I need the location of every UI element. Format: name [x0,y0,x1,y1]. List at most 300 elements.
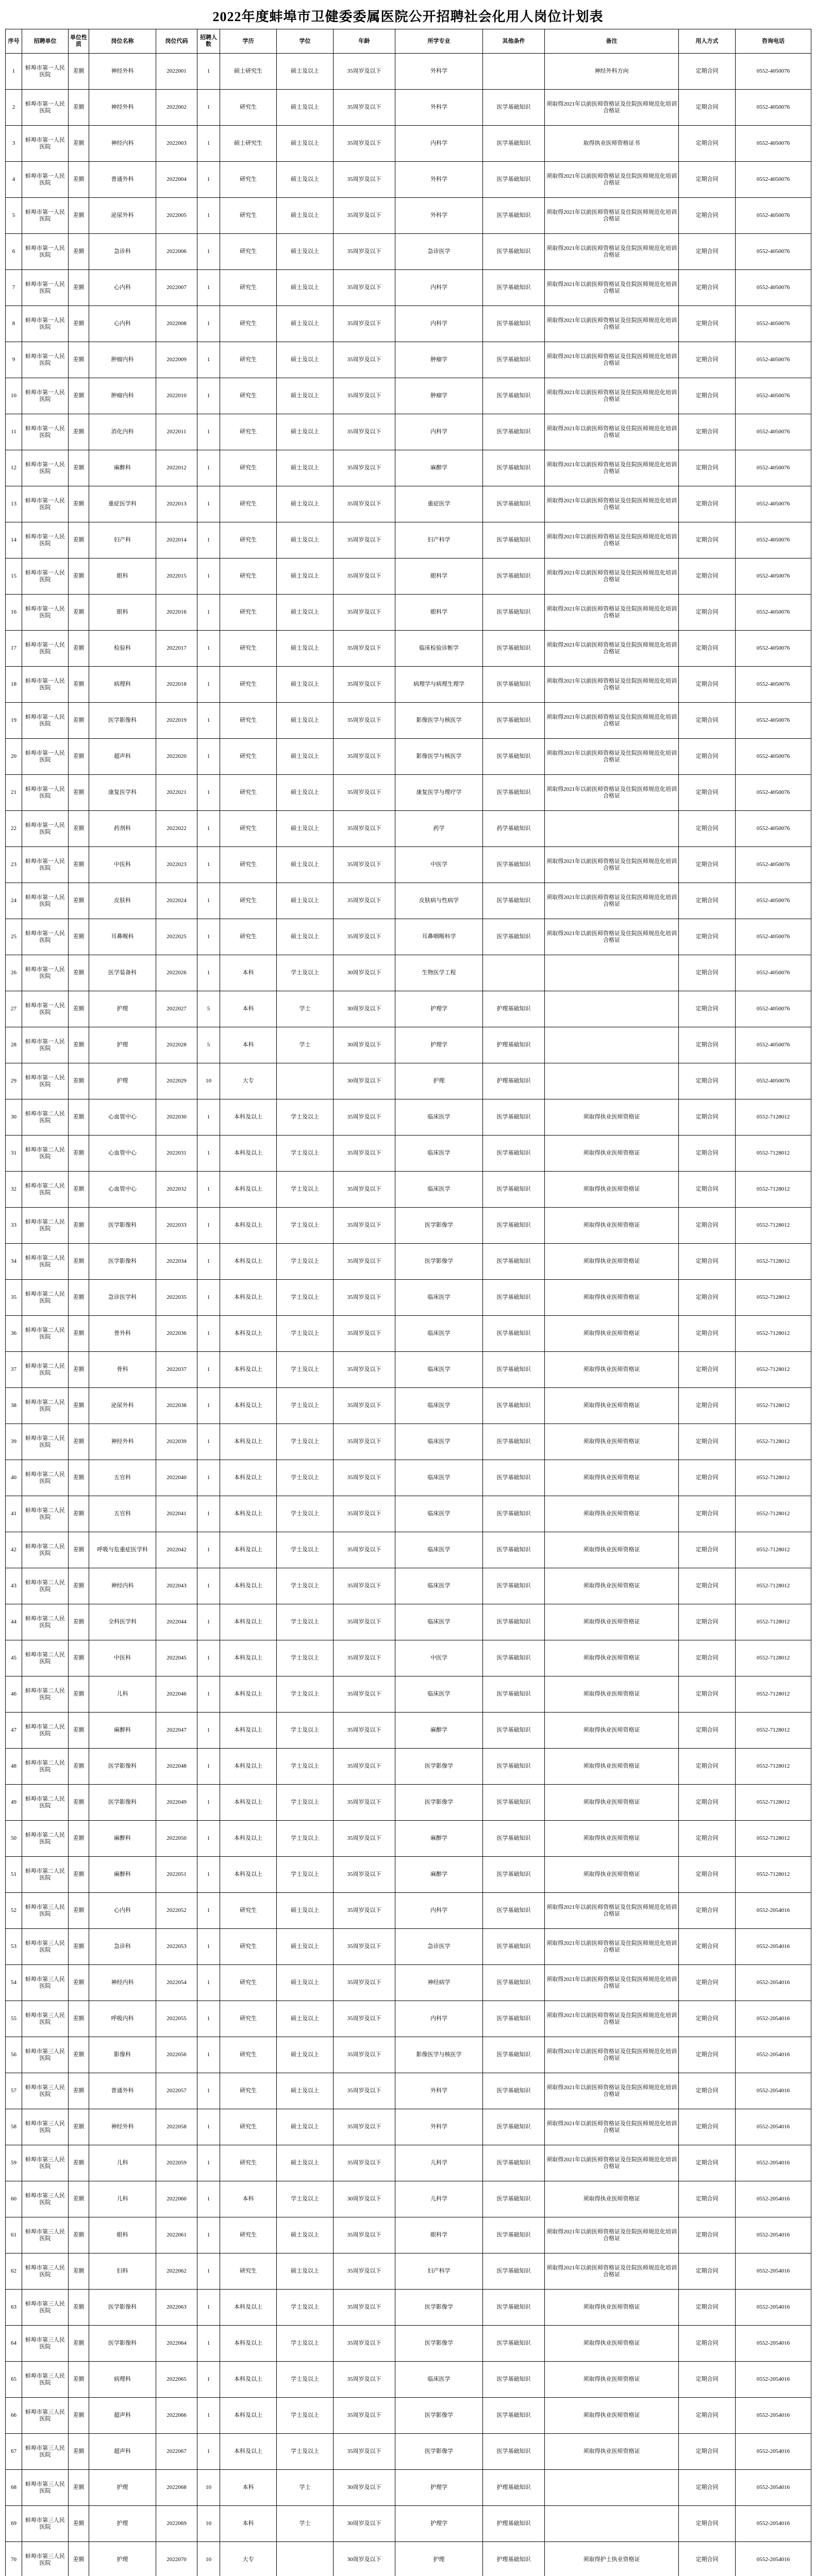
cell-employer: 蚌埠市第三人民医院 [22,2037,69,2073]
cell-unit-type: 差额 [69,2037,89,2073]
cell-employer: 蚌埠市第三人民医院 [22,2181,69,2217]
cell-employer: 蚌埠市第二人民医院 [22,1640,69,1676]
cell-note: 须取得2021年以前医师资格证及住院医师规范化培训合格证 [545,2253,679,2290]
cell-index: 30 [6,1099,22,1136]
cell-major: 急诊医学 [395,234,483,270]
cell-note: 须取得2021年以前医师资格证及住院医师规范化培训合格证 [545,595,679,631]
cell-age: 35周岁及以下 [334,90,395,126]
cell-phone: 0552-2054016 [736,2290,811,2326]
cell-degree: 硕士及以上 [277,1893,334,1929]
cell-age: 35周岁及以下 [334,2290,395,2326]
cell-unit-type: 差额 [69,2109,89,2145]
cell-degree: 学士及以上 [277,1172,334,1208]
cell-major: 麻醉学 [395,1821,483,1857]
cell-position-code: 2022037 [156,1352,197,1388]
cell-position-code: 2022026 [156,955,197,991]
cell-index: 56 [6,2037,22,2073]
cell-position-code: 2022028 [156,1027,197,1063]
cell-employment: 定期合同 [679,919,736,955]
cell-exam: 医学基础知识 [483,1280,545,1316]
cell-exam: 医学基础知识 [483,1316,545,1352]
cell-index: 19 [6,703,22,739]
cell-employer: 蚌埠市第三人民医院 [22,2253,69,2290]
cell-position: 护理 [89,2506,156,2542]
cell-position: 心内科 [89,270,156,306]
cell-age: 35周岁及以下 [334,1316,395,1352]
cell-age: 35周岁及以下 [334,1172,395,1208]
cell-position: 神经外科 [89,1424,156,1460]
cell-note: 须取得执业医师资格证 [545,1857,679,1893]
cell-education: 本科及以上 [220,1604,277,1640]
cell-education: 本科及以上 [220,1857,277,1893]
cell-unit-type: 差额 [69,1532,89,1568]
cell-exam: 医学基础知识 [483,486,545,522]
col-header: 序号 [6,29,22,54]
cell-employer: 蚌埠市第一人民医院 [22,558,69,595]
cell-employment: 定期合同 [679,1676,736,1713]
cell-employer: 蚌埠市第一人民医院 [22,126,69,162]
cell-phone: 0552-2054016 [736,2398,811,2434]
cell-major: 临床医学 [395,1568,483,1604]
cell-employment: 定期合同 [679,558,736,595]
cell-employment: 定期合同 [679,234,736,270]
cell-position: 麻醉科 [89,1821,156,1857]
cell-major: 临床医学 [395,1172,483,1208]
cell-exam: 医学基础知识 [483,1172,545,1208]
cell-unit-type: 差额 [69,1460,89,1496]
cell-phone: 0552-4050076 [736,198,811,234]
cell-exam: 医学基础知识 [483,1244,545,1280]
cell-unit-type: 差额 [69,1424,89,1460]
cell-position: 全科医学科 [89,1604,156,1640]
cell-age: 35周岁及以下 [334,2001,395,2037]
cell-unit-type: 差额 [69,919,89,955]
cell-employer: 蚌埠市第二人民医院 [22,1713,69,1749]
table-row [6,2001,811,2037]
table-body [6,54,811,2576]
cell-degree: 硕士及以上 [277,2073,334,2109]
cell-position-code: 2022020 [156,739,197,775]
cell-major: 神经病学 [395,1965,483,2001]
cell-position-code: 2022061 [156,2217,197,2253]
cell-age: 35周岁及以下 [334,450,395,486]
cell-age: 35周岁及以下 [334,2398,395,2434]
cell-unit-type: 差额 [69,1929,89,1965]
cell-major: 护理学 [395,2470,483,2506]
cell-phone: 0552-4050076 [736,414,811,450]
col-header: 学位 [277,29,334,54]
cell-education: 研究生 [220,595,277,631]
cell-employer: 蚌埠市第二人民医院 [22,1496,69,1532]
cell-position: 护理 [89,2542,156,2576]
cell-major: 临床医学 [395,1316,483,1352]
cell-unit-type: 差额 [69,342,89,378]
cell-position-code: 2022050 [156,1821,197,1857]
cell-exam: 护理基础知识 [483,991,545,1027]
table-row [6,1929,811,1965]
cell-age: 35周岁及以下 [334,631,395,667]
cell-education: 本科及以上 [220,1640,277,1676]
cell-position-code: 2022040 [156,1460,197,1496]
cell-education: 大专 [220,2542,277,2576]
cell-age: 35周岁及以下 [334,198,395,234]
cell-degree: 硕士及以上 [277,270,334,306]
cell-employment: 定期合同 [679,90,736,126]
cell-index: 49 [6,1785,22,1821]
cell-education: 本科及以上 [220,1821,277,1857]
table-row [6,991,811,1027]
cell-position: 检验科 [89,631,156,667]
cell-employer: 蚌埠市第二人民医院 [22,1857,69,1893]
cell-phone: 0552-7128012 [736,1821,811,1857]
cell-position-code: 2022043 [156,1568,197,1604]
cell-position: 心内科 [89,306,156,342]
cell-employment: 定期合同 [679,378,736,414]
cell-major: 临床医学 [395,1604,483,1640]
cell-phone: 0552-4050076 [736,955,811,991]
cell-position: 中医科 [89,847,156,883]
cell-position: 影像科 [89,2037,156,2073]
cell-phone: 0552-4050076 [736,667,811,703]
cell-degree: 硕士及以上 [277,1929,334,1965]
cell-unit-type: 差额 [69,703,89,739]
cell-unit-type: 差额 [69,234,89,270]
cell-degree: 硕士及以上 [277,306,334,342]
cell-headcount: 1 [197,1352,220,1388]
cell-headcount: 1 [197,1172,220,1208]
cell-exam: 医学基础知识 [483,2109,545,2145]
cell-employer: 蚌埠市第三人民医院 [22,2326,69,2362]
cell-note: 须取得2021年以前医师资格证及住院医师规范化培训合格证 [545,847,679,883]
cell-unit-type: 差额 [69,1172,89,1208]
cell-major: 外科学 [395,2073,483,2109]
cell-exam: 医学基础知识 [483,198,545,234]
cell-unit-type: 差额 [69,667,89,703]
cell-age: 35周岁及以下 [334,1749,395,1785]
cell-headcount: 1 [197,2217,220,2253]
cell-note: 须取得2021年以前医师资格证及住院医师规范化培训合格证 [545,558,679,595]
cell-employment: 定期合同 [679,1713,736,1749]
cell-major: 耳鼻咽喉科学 [395,919,483,955]
cell-index: 14 [6,522,22,558]
cell-position-code: 2022070 [156,2542,197,2576]
cell-employer: 蚌埠市第一人民医院 [22,1027,69,1063]
cell-position: 医学影像科 [89,1785,156,1821]
cell-position: 神经内科 [89,1568,156,1604]
cell-index: 60 [6,2181,22,2217]
cell-education: 研究生 [220,631,277,667]
cell-note [545,2506,679,2542]
cell-headcount: 1 [197,378,220,414]
table-row [6,1063,811,1099]
table-row [6,1496,811,1532]
cell-education: 本科及以上 [220,1316,277,1352]
cell-position: 耳鼻喉科 [89,919,156,955]
cell-education: 研究生 [220,486,277,522]
cell-employer: 蚌埠市第三人民医院 [22,2542,69,2576]
cell-phone: 0552-2054016 [736,2073,811,2109]
cell-note: 须取得2021年以前医师资格证及住院医师规范化培训合格证 [545,2001,679,2037]
cell-headcount: 1 [197,162,220,198]
cell-exam: 医学基础知识 [483,2181,545,2217]
cell-note: 须取得2021年以前医师资格证及住院医师规范化培训合格证 [545,2109,679,2145]
cell-phone: 0552-4050076 [736,162,811,198]
cell-index: 26 [6,955,22,991]
table-row [6,1352,811,1388]
cell-phone: 0552-7128012 [736,1208,811,1244]
cell-phone: 0552-7128012 [736,1388,811,1424]
cell-degree: 学士及以上 [277,1713,334,1749]
cell-headcount: 1 [197,1532,220,1568]
cell-employment: 定期合同 [679,1785,736,1821]
cell-major: 内科学 [395,270,483,306]
cell-age: 35周岁及以下 [334,847,395,883]
cell-major: 临床医学 [395,1280,483,1316]
cell-index: 40 [6,1460,22,1496]
cell-exam: 医学基础知识 [483,2253,545,2290]
table-row [6,378,811,414]
cell-unit-type: 差额 [69,1640,89,1676]
cell-phone: 0552-4050076 [736,234,811,270]
cell-index: 5 [6,198,22,234]
cell-education: 本科及以上 [220,1676,277,1713]
cell-employer: 蚌埠市第三人民医院 [22,1893,69,1929]
cell-index: 16 [6,595,22,631]
cell-position: 心血管中心 [89,1099,156,1136]
cell-education: 研究生 [220,883,277,919]
cell-unit-type: 差额 [69,54,89,90]
col-header: 岗位代码 [156,29,197,54]
table-row [6,1676,811,1713]
cell-education: 研究生 [220,739,277,775]
cell-index: 54 [6,1965,22,2001]
cell-degree: 硕士及以上 [277,2217,334,2253]
cell-employment: 定期合同 [679,54,736,90]
cell-degree: 硕士及以上 [277,703,334,739]
cell-position-code: 2022023 [156,847,197,883]
cell-employer: 蚌埠市第一人民医院 [22,919,69,955]
cell-exam: 医学基础知识 [483,1965,545,2001]
cell-position-code: 2022017 [156,631,197,667]
cell-note: 须取得护士执业资格证 [545,2542,679,2576]
cell-age: 35周岁及以下 [334,1857,395,1893]
cell-degree: 硕士及以上 [277,775,334,811]
cell-age: 35周岁及以下 [334,1496,395,1532]
cell-index: 57 [6,2073,22,2109]
cell-note: 须取得2021年以前医师资格证及住院医师规范化培训合格证 [545,378,679,414]
cell-education: 本科 [220,991,277,1027]
cell-note: 须取得执业医师资格证 [545,2326,679,2362]
cell-exam: 医学基础知识 [483,162,545,198]
cell-index: 28 [6,1027,22,1063]
cell-unit-type: 差额 [69,595,89,631]
cell-degree: 学士及以上 [277,1604,334,1640]
cell-unit-type: 差额 [69,306,89,342]
cell-index: 35 [6,1280,22,1316]
cell-phone: 0552-2054016 [736,2253,811,2290]
cell-position: 急诊科 [89,1929,156,1965]
cell-employer: 蚌埠市第三人民医院 [22,2217,69,2253]
cell-age: 35周岁及以下 [334,595,395,631]
cell-age: 35周岁及以下 [334,1424,395,1460]
cell-major: 中医学 [395,1640,483,1676]
cell-education: 本科及以上 [220,2434,277,2470]
table-row [6,595,811,631]
cell-exam: 医学基础知识 [483,1821,545,1857]
cell-phone: 0552-4050076 [736,558,811,595]
cell-age: 35周岁及以下 [334,919,395,955]
cell-position: 神经内科 [89,1965,156,2001]
cell-degree [277,2542,334,2576]
cell-age: 35周岁及以下 [334,667,395,703]
cell-age: 30周岁及以下 [334,2470,395,2506]
cell-note [545,1027,679,1063]
cell-degree: 硕士及以上 [277,486,334,522]
cell-phone: 0552-7128012 [736,1749,811,1785]
cell-degree: 硕士及以上 [277,342,334,378]
cell-exam: 医学基础知识 [483,378,545,414]
cell-age: 35周岁及以下 [334,126,395,162]
cell-position: 神经外科 [89,90,156,126]
cell-phone: 0552-2054016 [736,1893,811,1929]
cell-education: 本科及以上 [220,2398,277,2434]
cell-age: 35周岁及以下 [334,1604,395,1640]
cell-degree: 学士 [277,2470,334,2506]
cell-headcount: 1 [197,1568,220,1604]
table-row [6,631,811,667]
cell-phone: 0552-2054016 [736,2326,811,2362]
cell-age: 30周岁及以下 [334,991,395,1027]
cell-note: 须取得执业医师资格证 [545,2290,679,2326]
cell-education: 研究生 [220,270,277,306]
cell-note: 须取得执业医师资格证 [545,2398,679,2434]
cell-age: 35周岁及以下 [334,1785,395,1821]
cell-degree: 硕士及以上 [277,2001,334,2037]
cell-position-code: 2022019 [156,703,197,739]
cell-headcount: 10 [197,2470,220,2506]
cell-position: 眼科 [89,558,156,595]
cell-exam: 医学基础知识 [483,1676,545,1713]
cell-index: 34 [6,1244,22,1280]
cell-exam: 医学基础知识 [483,1460,545,1496]
cell-note: 须取得执业医师资格证 [545,1172,679,1208]
cell-headcount: 1 [197,126,220,162]
cell-degree: 学士及以上 [277,1749,334,1785]
cell-education: 研究生 [220,2109,277,2145]
cell-phone: 0552-7128012 [736,1316,811,1352]
cell-unit-type: 差额 [69,2181,89,2217]
cell-headcount: 1 [197,1424,220,1460]
cell-unit-type: 差额 [69,739,89,775]
cell-position-code: 2022046 [156,1676,197,1713]
cell-employer: 蚌埠市第二人民医院 [22,1424,69,1460]
cell-major: 临床医学 [395,1352,483,1388]
cell-employer: 蚌埠市第二人民医院 [22,1352,69,1388]
cell-major: 肿瘤学 [395,342,483,378]
cell-exam: 医学基础知识 [483,2290,545,2326]
cell-age: 35周岁及以下 [334,234,395,270]
cell-headcount: 1 [197,558,220,595]
cell-employment: 定期合同 [679,1388,736,1424]
cell-degree: 学士及以上 [277,1244,334,1280]
cell-note: 须取得2021年以前医师资格证及住院医师规范化培训合格证 [545,198,679,234]
cell-headcount: 10 [197,2542,220,2576]
cell-headcount: 1 [197,1136,220,1172]
cell-headcount: 1 [197,2037,220,2073]
table-row [6,54,811,90]
cell-position-code: 2022039 [156,1424,197,1460]
cell-degree: 学士及以上 [277,1388,334,1424]
cell-major: 药学 [395,811,483,847]
cell-note: 须取得执业医师资格证 [545,1388,679,1424]
cell-unit-type: 差额 [69,378,89,414]
cell-education: 本科及以上 [220,1568,277,1604]
cell-headcount: 1 [197,883,220,919]
cell-degree: 学士 [277,1027,334,1063]
cell-index: 1 [6,54,22,90]
cell-position: 病理科 [89,2362,156,2398]
cell-employer: 蚌埠市第二人民医院 [22,1749,69,1785]
cell-position: 超声科 [89,739,156,775]
cell-major: 医学影像学 [395,2290,483,2326]
cell-degree: 硕士及以上 [277,522,334,558]
cell-phone: 0552-4050076 [736,703,811,739]
cell-exam: 医学基础知识 [483,1532,545,1568]
cell-position: 麻醉科 [89,1713,156,1749]
cell-phone: 0552-7128012 [736,1424,811,1460]
cell-employer: 蚌埠市第二人民医院 [22,1568,69,1604]
cell-employer: 蚌埠市第一人民医院 [22,486,69,522]
cell-education: 硕士研究生 [220,126,277,162]
cell-age: 30周岁及以下 [334,1027,395,1063]
cell-position: 医学影像科 [89,2326,156,2362]
cell-position-code: 2022002 [156,90,197,126]
table-row [6,1280,811,1316]
cell-employment: 定期合同 [679,883,736,919]
cell-index: 41 [6,1496,22,1532]
cell-unit-type: 差额 [69,126,89,162]
cell-age: 35周岁及以下 [334,2434,395,2470]
cell-position: 心血管中心 [89,1172,156,1208]
cell-unit-type: 差额 [69,2470,89,2506]
cell-education: 本科及以上 [220,1244,277,1280]
cell-major: 眼科学 [395,2217,483,2253]
cell-employment: 定期合同 [679,306,736,342]
cell-employer: 蚌埠市第三人民医院 [22,2290,69,2326]
cell-employer: 蚌埠市第一人民医院 [22,847,69,883]
cell-phone: 0552-7128012 [736,1857,811,1893]
cell-employer: 蚌埠市第二人民医院 [22,1244,69,1280]
cell-headcount: 1 [197,486,220,522]
cell-position-code: 2022018 [156,667,197,703]
cell-age: 35周岁及以下 [334,1640,395,1676]
cell-position-code: 2022065 [156,2362,197,2398]
cell-headcount: 1 [197,234,220,270]
cell-phone: 0552-7128012 [736,1280,811,1316]
cell-phone: 0552-4050076 [736,883,811,919]
cell-position: 五官科 [89,1496,156,1532]
cell-employer: 蚌埠市第一人民医院 [22,522,69,558]
cell-degree: 学士及以上 [277,1352,334,1388]
cell-education: 本科及以上 [220,2362,277,2398]
cell-employment: 定期合同 [679,1063,736,1099]
cell-position-code: 2022007 [156,270,197,306]
cell-major: 内科学 [395,414,483,450]
cell-note: 须取得2021年以前医师资格证及住院医师规范化培训合格证 [545,306,679,342]
cell-exam: 医学基础知识 [483,558,545,595]
table-row [6,306,811,342]
cell-exam: 医学基础知识 [483,2217,545,2253]
